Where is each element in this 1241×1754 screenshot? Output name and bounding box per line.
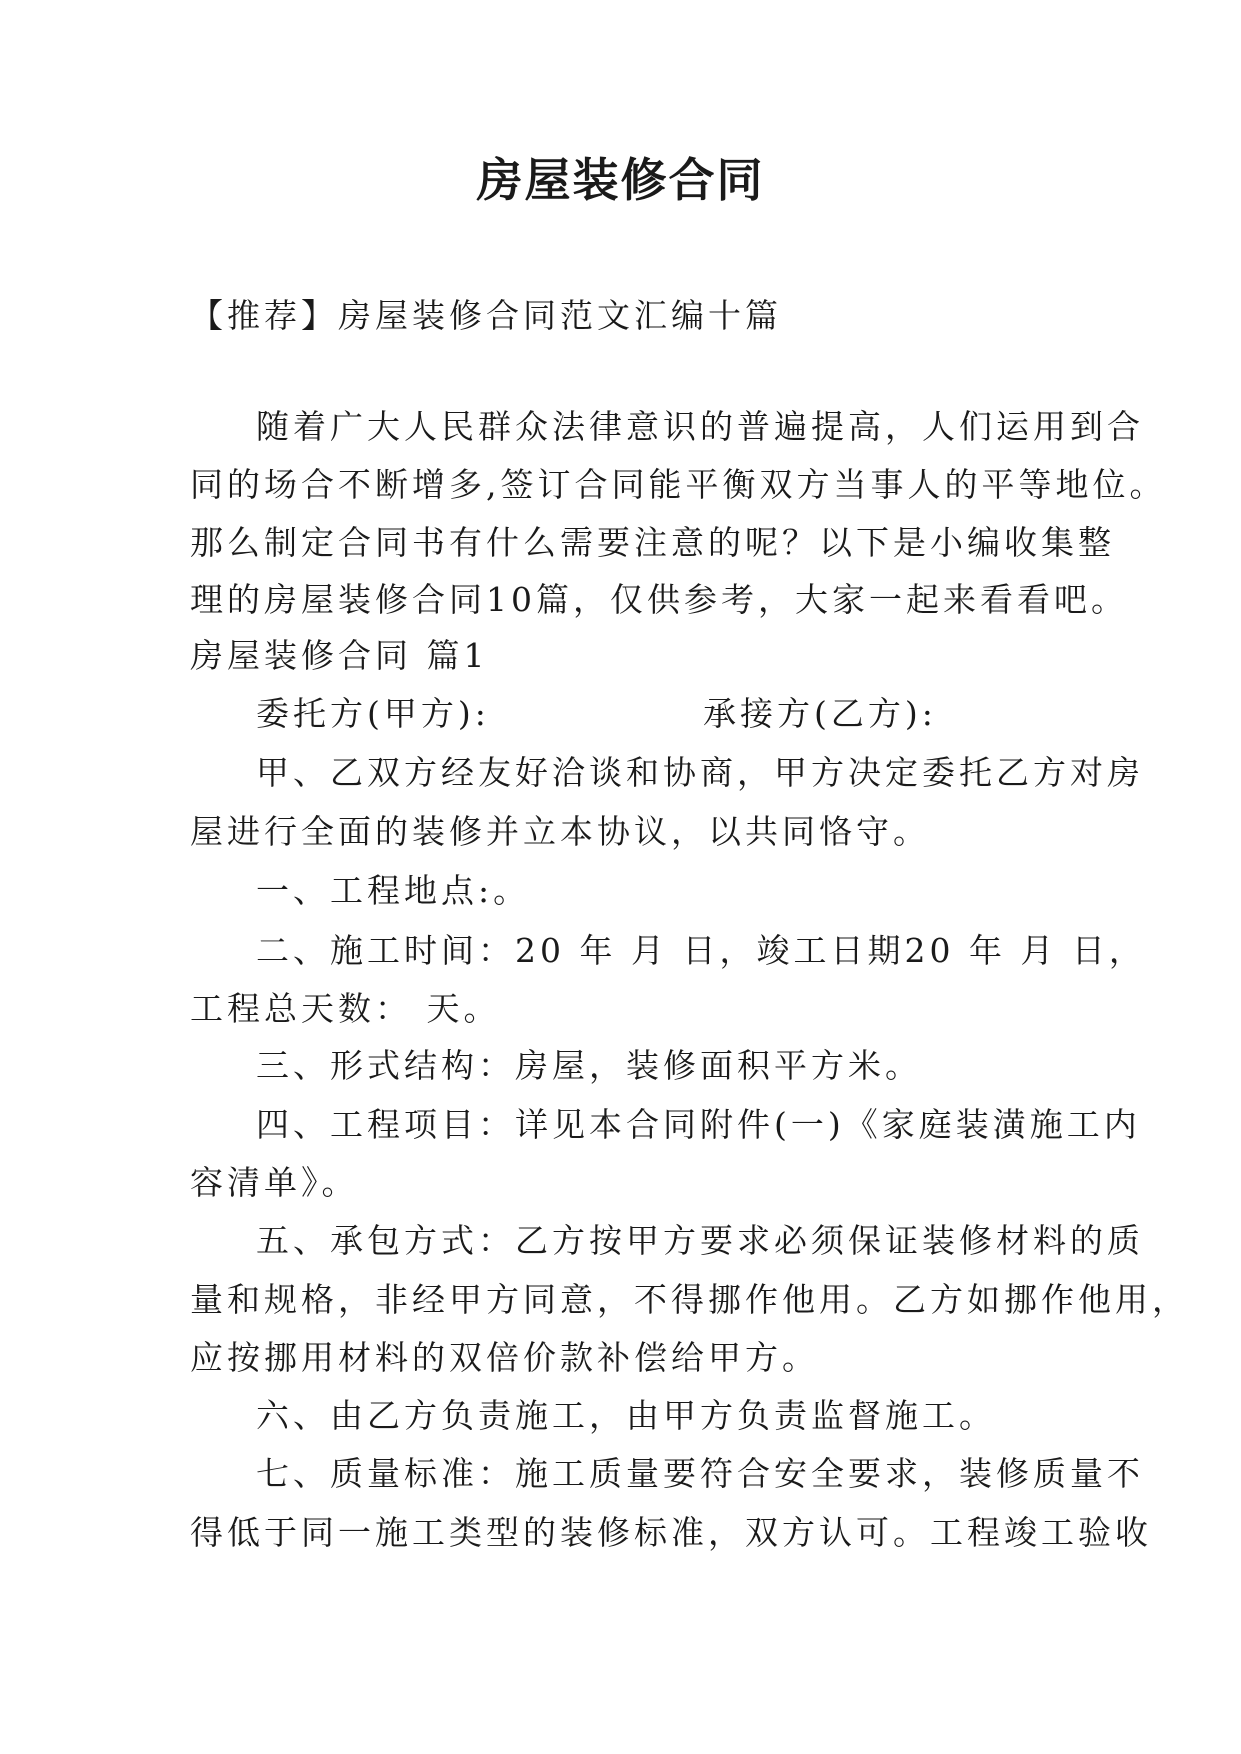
intro-line-1: 随着广大人民群众法律意识的普遍提高，人们运用到合 [256, 407, 1144, 446]
clause-5-line-3: 应按挪用材料的双倍价款补偿给甲方。 [190, 1338, 819, 1377]
clause-4-line-1: 四、工程项目：详见本合同附件(一)《家庭装潢施工内 [256, 1105, 1141, 1144]
intro-line-2: 同的场合不断增多,签订合同能平衡双方当事人的平等地位。 [190, 465, 1167, 504]
party-b-label: 承接方(乙方): [703, 694, 937, 733]
clause-7-line-2: 得低于同一施工类型的装修标准，双方认可。工程竣工验收 [190, 1513, 1152, 1552]
section-heading: 房屋装修合同 篇1 [190, 636, 489, 675]
clause-3: 三、形式结构：房屋，装修面积平方米。 [256, 1046, 922, 1085]
intro-line-4: 理的房屋装修合同10篇，仅供参考，大家一起来看看吧。 [190, 580, 1128, 619]
party-a-label: 委托方(甲方): [256, 694, 490, 733]
clause-6: 六、由乙方负责施工，由甲方负责监督施工。 [256, 1396, 996, 1435]
intro-line-3: 那么制定合同书有什么需要注意的呢？以下是小编收集整 [190, 523, 1115, 562]
clause-5-line-1: 五、承包方式：乙方按甲方要求必须保证装修材料的质 [256, 1221, 1144, 1260]
clause-7-line-1: 七、质量标准：施工质量要符合安全要求，装修质量不 [256, 1454, 1144, 1493]
preamble-line-1: 甲、乙双方经友好洽谈和协商，甲方决定委托乙方对房 [256, 753, 1144, 792]
clause-2-line-2: 工程总天数： 天。 [190, 989, 501, 1028]
clause-2-line-1: 二、施工时间：20 年 月 日，竣工日期20 年 月 日， [256, 931, 1146, 970]
document-title: 房屋装修合同 [476, 153, 765, 207]
clause-4-line-2: 容清单》。 [190, 1163, 359, 1202]
preamble-line-2: 屋进行全面的装修并立本协议，以共同恪守。 [190, 812, 930, 851]
clause-1: 一、工程地点:。 [256, 871, 531, 910]
clause-5-line-2: 量和规格，非经甲方同意，不得挪作他用。乙方如挪作他用， [190, 1280, 1189, 1319]
recommend-heading: 【推荐】房屋装修合同范文汇编十篇 [190, 296, 782, 335]
